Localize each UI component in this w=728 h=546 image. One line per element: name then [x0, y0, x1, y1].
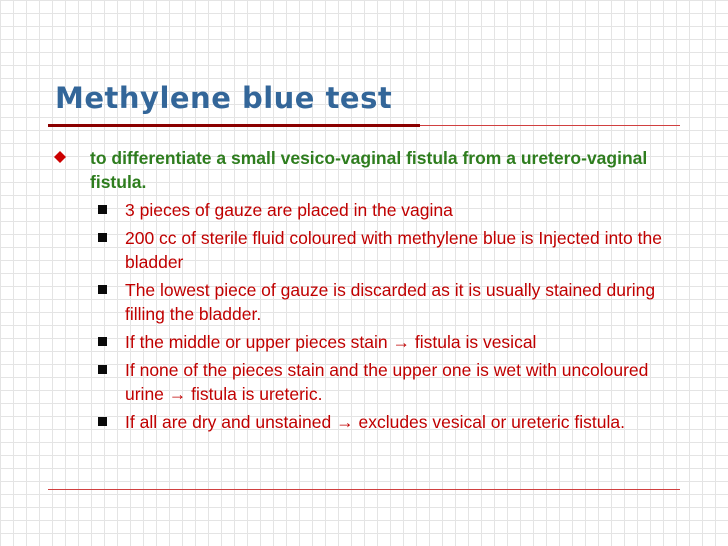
step-text: If the middle or upper pieces stain → fistula is vesical — [125, 332, 537, 352]
square-bullet-icon — [98, 417, 107, 426]
footer-divider — [48, 489, 680, 490]
square-bullet-icon — [98, 205, 107, 214]
step-text: If none of the pieces stain and the upper one is wet with uncoloured urine → fistula is ureteric. — [125, 360, 649, 404]
list-item — [50, 330, 690, 354]
list-item — [50, 410, 690, 434]
slide-content — [50, 146, 690, 438]
steps-list — [50, 198, 690, 434]
slide-title: Methylene blue test — [55, 81, 393, 115]
step-text: 3 pieces of gauze are placed in the vagina — [125, 200, 453, 220]
square-bullet-icon — [98, 337, 107, 346]
square-bullet-icon — [98, 285, 107, 294]
diamond-bullet-icon — [54, 151, 66, 163]
list-item — [50, 358, 690, 406]
list-item — [50, 226, 690, 274]
square-bullet-icon — [98, 365, 107, 374]
step-text: If all are dry and unstained → excludes vesical or ureteric fistula. — [125, 412, 625, 432]
list-item — [50, 198, 690, 222]
square-bullet-icon — [98, 233, 107, 242]
title-divider-dark — [48, 124, 420, 127]
title-divider-light — [420, 125, 680, 126]
step-text: 200 cc of sterile fluid coloured with methylene blue is Injected into the bladder — [125, 228, 662, 272]
main-point-text: to differentiate a small vesico-vaginal fistula from a uretero-vaginal fistula. — [90, 148, 648, 192]
list-item — [50, 278, 690, 326]
step-text: The lowest piece of gauze is discarded as it is usually stained during filling the bladder. — [125, 280, 656, 324]
main-bullet-item — [50, 146, 690, 194]
